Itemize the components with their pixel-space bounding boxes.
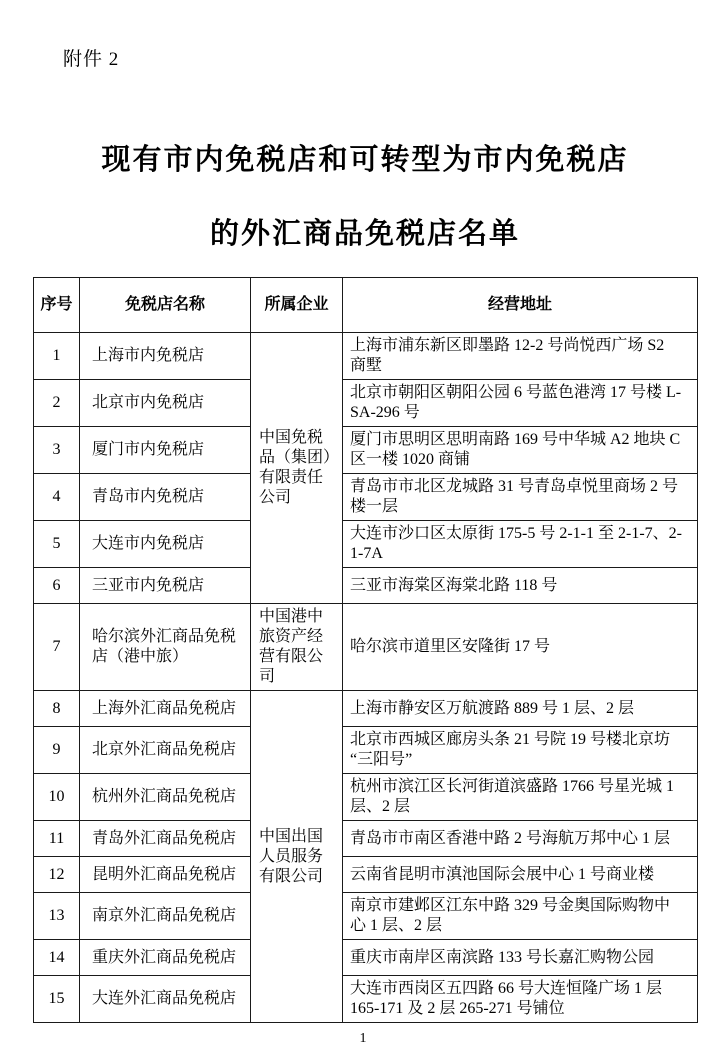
header-address: 经营地址: [343, 278, 698, 333]
cell-address: 云南省昆明市滇池国际会展中心 1 号商业楼: [343, 857, 698, 893]
cell-store-name: 大连外汇商品免税店: [80, 976, 251, 1023]
cell-no: 4: [34, 474, 80, 521]
page-title-line1: 现有市内免税店和可转型为市内免税店: [101, 144, 629, 176]
table-row: [34, 427, 698, 474]
table-row: [34, 568, 698, 604]
table-row: [34, 976, 698, 1023]
header-store-name: 免税店名称: [80, 278, 251, 333]
cell-store-name: 大连市内免税店: [80, 521, 251, 568]
table-row: [34, 727, 698, 774]
cell-address: 大连市沙口区太原街 175-5 号 2-1-1 至 2-1-7、2-1-7A: [343, 521, 698, 568]
table-row: [34, 333, 698, 380]
cell-address: 大连市西岗区五四路 66 号大连恒隆广场 1 层 165-171 及 2 层 265-271 号铺位: [343, 976, 698, 1023]
table-row: [34, 604, 698, 691]
table-row: [34, 691, 698, 727]
cell-store-name: 北京外汇商品免税店: [80, 727, 251, 774]
cell-no: 13: [34, 893, 80, 940]
cell-enterprise-group1: 中国免税品（集团）有限责任公司: [251, 333, 343, 604]
cell-address: 南京市建邺区江东中路 329 号金奥国际购物中心 1 层、2 层: [343, 893, 698, 940]
table-row: [34, 380, 698, 427]
cell-store-name: 青岛外汇商品免税店: [80, 821, 251, 857]
cell-no: 12: [34, 857, 80, 893]
table-row: [34, 521, 698, 568]
cell-no: 11: [34, 821, 80, 857]
cell-store-name: 哈尔滨外汇商品免税店（港中旅）: [80, 604, 251, 691]
cell-enterprise-group2: 中国港中旅资产经营有限公司: [251, 604, 343, 691]
cell-store-name: 杭州外汇商品免税店: [80, 774, 251, 821]
cell-address: 北京市朝阳区朝阳公园 6 号蓝色港湾 17 号楼 L-SA-296 号: [343, 380, 698, 427]
table-row: [34, 940, 698, 976]
cell-no: 5: [34, 521, 80, 568]
cell-store-name: 厦门市内免税店: [80, 427, 251, 474]
cell-address: 青岛市市北区龙城路 31 号青岛卓悦里商场 2 号楼一层: [343, 474, 698, 521]
cell-address: 北京市西城区廊房头条 21 号院 19 号楼北京坊“三阳号”: [343, 727, 698, 774]
cell-no: 6: [34, 568, 80, 604]
cell-no: 8: [34, 691, 80, 727]
table-row: [34, 474, 698, 521]
cell-address: 上海市浦东新区即墨路 12-2 号尚悦西广场 S2 商墅: [343, 333, 698, 380]
table-header-row: [34, 278, 698, 333]
cell-no: 14: [34, 940, 80, 976]
cell-store-name: 三亚市内免税店: [80, 568, 251, 604]
cell-store-name: 昆明外汇商品免税店: [80, 857, 251, 893]
cell-address: 杭州市滨江区长河街道滨盛路 1766 号星光城 1 层、2 层: [343, 774, 698, 821]
cell-no: 10: [34, 774, 80, 821]
cell-store-name: 青岛市内免税店: [80, 474, 251, 521]
cell-no: 3: [34, 427, 80, 474]
header-no: 序号: [34, 278, 80, 333]
cell-address: 厦门市思明区思明南路 169 号中华城 A2 地块 C 区一楼 1020 商铺: [343, 427, 698, 474]
cell-no: 1: [34, 333, 80, 380]
table-row: [34, 821, 698, 857]
cell-address: 三亚市海棠区海棠北路 118 号: [343, 568, 698, 604]
table-row: [34, 857, 698, 893]
page-title-line2: 的外汇商品免税店名单: [209, 218, 520, 250]
page-number: 1: [359, 1031, 367, 1046]
header-enterprise: 所属企业: [251, 278, 343, 333]
cell-enterprise-group3: 中国出国人员服务有限公司: [251, 691, 343, 1023]
duty-free-store-table: [33, 277, 698, 1023]
cell-no: 7: [34, 604, 80, 691]
attachment-label: 附件 2: [63, 49, 120, 70]
cell-address: 青岛市市南区香港中路 2 号海航万邦中心 1 层: [343, 821, 698, 857]
cell-no: 2: [34, 380, 80, 427]
cell-store-name: 上海市内免税店: [80, 333, 251, 380]
cell-address: 哈尔滨市道里区安隆街 17 号: [343, 604, 698, 691]
cell-store-name: 北京市内免税店: [80, 380, 251, 427]
cell-store-name: 重庆外汇商品免税店: [80, 940, 251, 976]
cell-store-name: 上海外汇商品免税店: [80, 691, 251, 727]
cell-no: 15: [34, 976, 80, 1023]
cell-address: 上海市静安区万航渡路 889 号 1 层、2 层: [343, 691, 698, 727]
cell-store-name: 南京外汇商品免税店: [80, 893, 251, 940]
table-row: [34, 774, 698, 821]
cell-address: 重庆市南岸区南滨路 133 号长嘉汇购物公园: [343, 940, 698, 976]
cell-no: 9: [34, 727, 80, 774]
table-row: [34, 893, 698, 940]
